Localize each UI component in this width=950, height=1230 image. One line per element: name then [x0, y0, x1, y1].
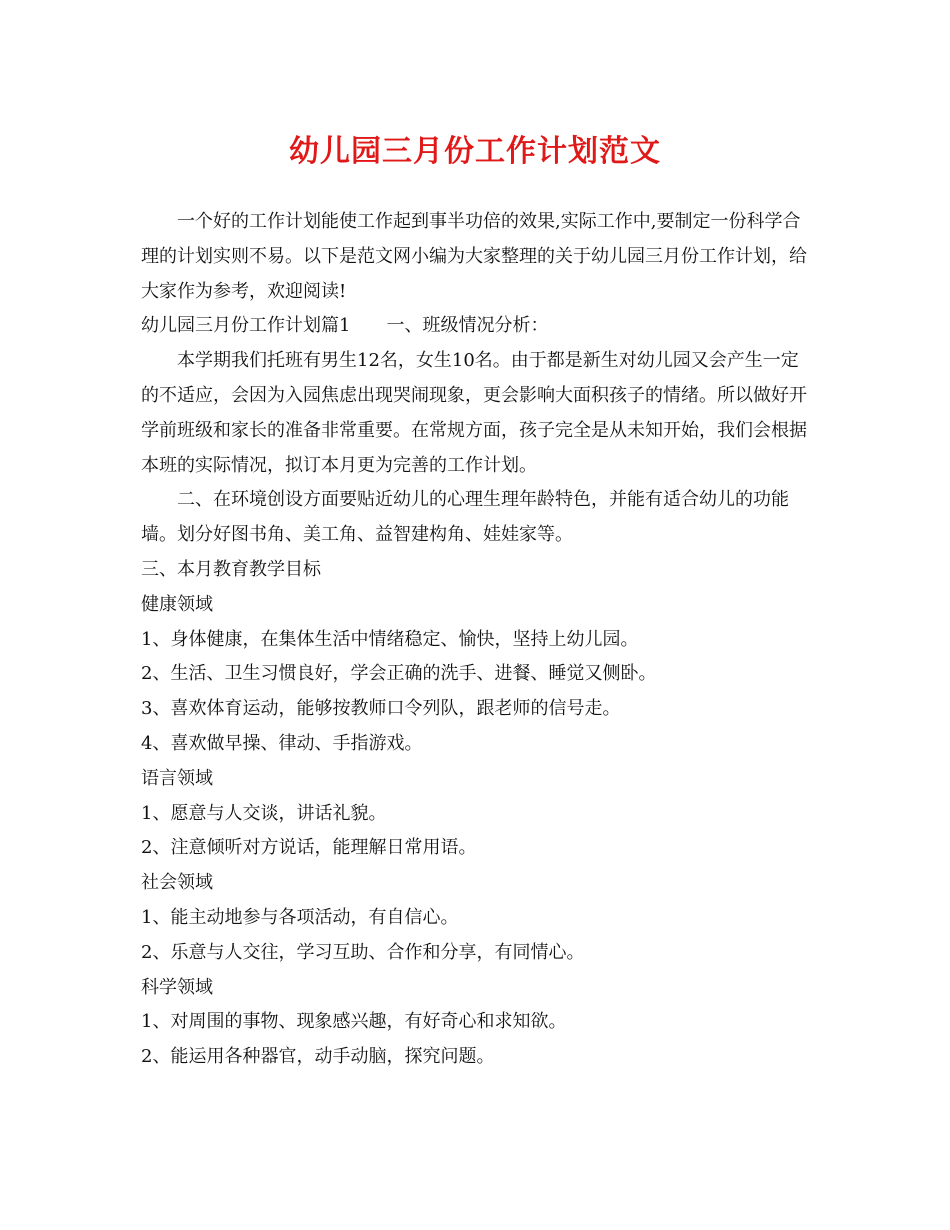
plan-heading: 幼儿园三月份工作计划篇1: [141, 315, 351, 337]
list-item: 2、乐意与人交往，学习互助、合作和分享，有同情心。: [141, 941, 585, 963]
section3-heading: 三、本月教育教学目标: [141, 558, 321, 580]
list-item: 2、能运用各种器官，动手动脑，探究问题。: [141, 1046, 495, 1068]
document-body: [141, 205, 811, 1075]
list-item: 1、对周围的事物、现象感兴趣，有好奇心和求知欲。: [141, 1011, 567, 1033]
domain-heading-science: 科学领域: [141, 976, 213, 998]
plan-heading-line: [141, 309, 811, 344]
intro-paragraph: 一个好的工作计划能使工作起到事半功倍的效果,实际工作中,要制定一份科学合理的计划实则不易。以下是范文网小编为大家整理的关于幼儿园三月份工作计划，给大家作为参考，欢迎阅读!: [141, 211, 807, 302]
list-item: 2、注意倾听对方说话，能理解日常用语。: [141, 837, 477, 859]
domain-heading-language: 语言领域: [141, 767, 213, 789]
domain-heading-social: 社会领域: [141, 872, 213, 894]
section1-heading: 一、班级情况分析：: [386, 315, 549, 337]
list-item: 2、生活、卫生习惯良好，学会正确的洗手、进餐、睡觉又侧卧。: [141, 663, 657, 685]
list-item: 3、喜欢体育运动，能够按教师口令列队，跟老师的信号走。: [141, 698, 621, 720]
domain-heading-health: 健康领域: [141, 593, 213, 615]
list-item: 1、愿意与人交谈，讲话礼貌。: [141, 802, 387, 824]
list-item: 1、能主动地参与各项活动，有自信心。: [141, 906, 459, 928]
list-item: 1、身体健康，在集体生活中情绪稳定、愉快，坚持上幼儿园。: [141, 628, 639, 650]
section2-paragraph: 二、在环境创设方面要贴近幼儿的心理生理年龄特色，并能有适合幼儿的功能墙。划分好图书角、美工角、益智建构角、娃娃家等。: [141, 489, 789, 546]
section1-paragraph: 本学期我们托班有男生12名，女生10名。由于都是新生对幼儿园又会产生一定的不适应，会因为入园焦虑出现哭闹现象，更会影响大面积孩子的情绪。所以做好开学前班级和家长的准备非常重要。在常规方面，孩子完全是从未知开始，我们会根据本班的实际情况，拟订本月更为完善的工作计划。: [141, 350, 807, 476]
document-title: 幼儿园三月份工作计划范文: [289, 134, 661, 169]
list-item: 4、喜欢做早操、律动、手指游戏。: [141, 732, 423, 754]
